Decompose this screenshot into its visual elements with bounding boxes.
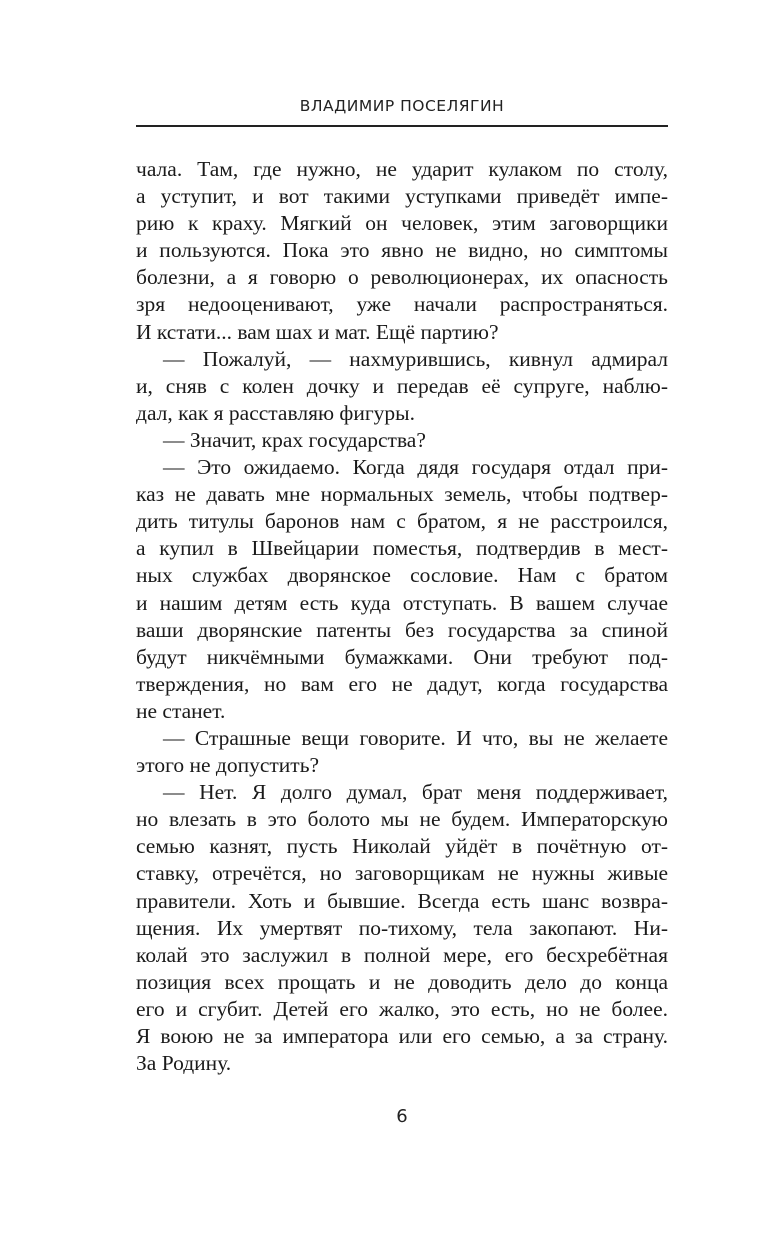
text-line: его и сгубит. Детей его жалко, это есть, но не более. (136, 996, 668, 1021)
text-line: чала. Там, где нужно, не ударит кулаком по столу, (136, 157, 668, 181)
text-line: щения. Их умертвят по-тихому, тела закопают. Ни- (136, 915, 668, 940)
text-line: и, сняв с колен дочку и передав её супруге, наблю- (136, 373, 668, 398)
text-line: болезни, а я говорю о революционерах, их опасность (136, 265, 668, 290)
header-rule (136, 125, 668, 127)
text-line: правители. Хоть и бывшие. Всегда есть шанс возвра- (136, 888, 668, 913)
text-line: — Страшные вещи говорите. И что, вы не желаете (163, 725, 668, 750)
running-head-author: ВЛАДИМИР ПОСЕЛЯГИН (299, 97, 505, 115)
text-line: позиция всех прощать и не доводить дело до конца (136, 969, 668, 994)
text-line: а купил в Швейцарии поместья, подтвердив в мест- (136, 536, 668, 561)
text-line: — Пожалуй, — нахмурившись, кивнул адмирал (163, 346, 668, 371)
body-text (136, 156, 668, 1077)
text-line: и нашим детям есть куда отступать. В вашем случае (136, 590, 668, 615)
text-line: И кстати... вам шах и мат. Ещё партию? (136, 319, 499, 344)
text-line: ставку, отречётся, но заговорщикам не нужны живые (136, 861, 668, 886)
text-line: За Родину. (136, 1051, 232, 1076)
page-number: 6 (396, 1106, 408, 1127)
text-line: колай это заслужил в полной мере, его бесхребётная (136, 942, 668, 967)
text-line: дить титулы баронов нам с братом, я не расстроился, (136, 509, 668, 534)
text-line: дал, как я расставляю фигуры. (136, 400, 415, 425)
text-line: каз не давать мне нормальных земель, чтобы подтвер- (136, 482, 668, 507)
text-line: а уступит, и вот такими уступками приведёт импе- (136, 184, 668, 209)
text-line: — Это ожидаемо. Когда дядя государя отдал при- (163, 455, 668, 480)
text-line: зря недооценивают, уже начали распространяться. (136, 292, 668, 317)
text-line: семью казнят, пусть Николай уйдёт в почётную от- (136, 834, 668, 859)
text-line: не станет. (136, 698, 226, 723)
text-line: тверждения, но вам его не дадут, когда государства (136, 671, 668, 696)
text-line: — Значит, крах государства? (163, 427, 426, 452)
text-line: — Нет. Я долго думал, брат меня поддерживает, (163, 780, 668, 805)
text-line: ваши дворянские патенты без государства за спиной (136, 617, 668, 642)
text-line: будут никчёмными бумажками. Они требуют под- (136, 644, 668, 669)
text-line: и пользуются. Пока это явно не видно, но симптомы (136, 238, 668, 263)
text-line: этого не допустить? (136, 753, 320, 778)
text-line: ных службах дворянское сословие. Нам с братом (136, 563, 668, 588)
text-line: рию к краху. Мягкий он человек, этим заговорщики (136, 211, 668, 236)
text-line: но влезать в это болото мы не будем. Императорскую (136, 807, 668, 832)
text-line: Я воюю не за императора или его семью, а за страну. (136, 1024, 668, 1048)
